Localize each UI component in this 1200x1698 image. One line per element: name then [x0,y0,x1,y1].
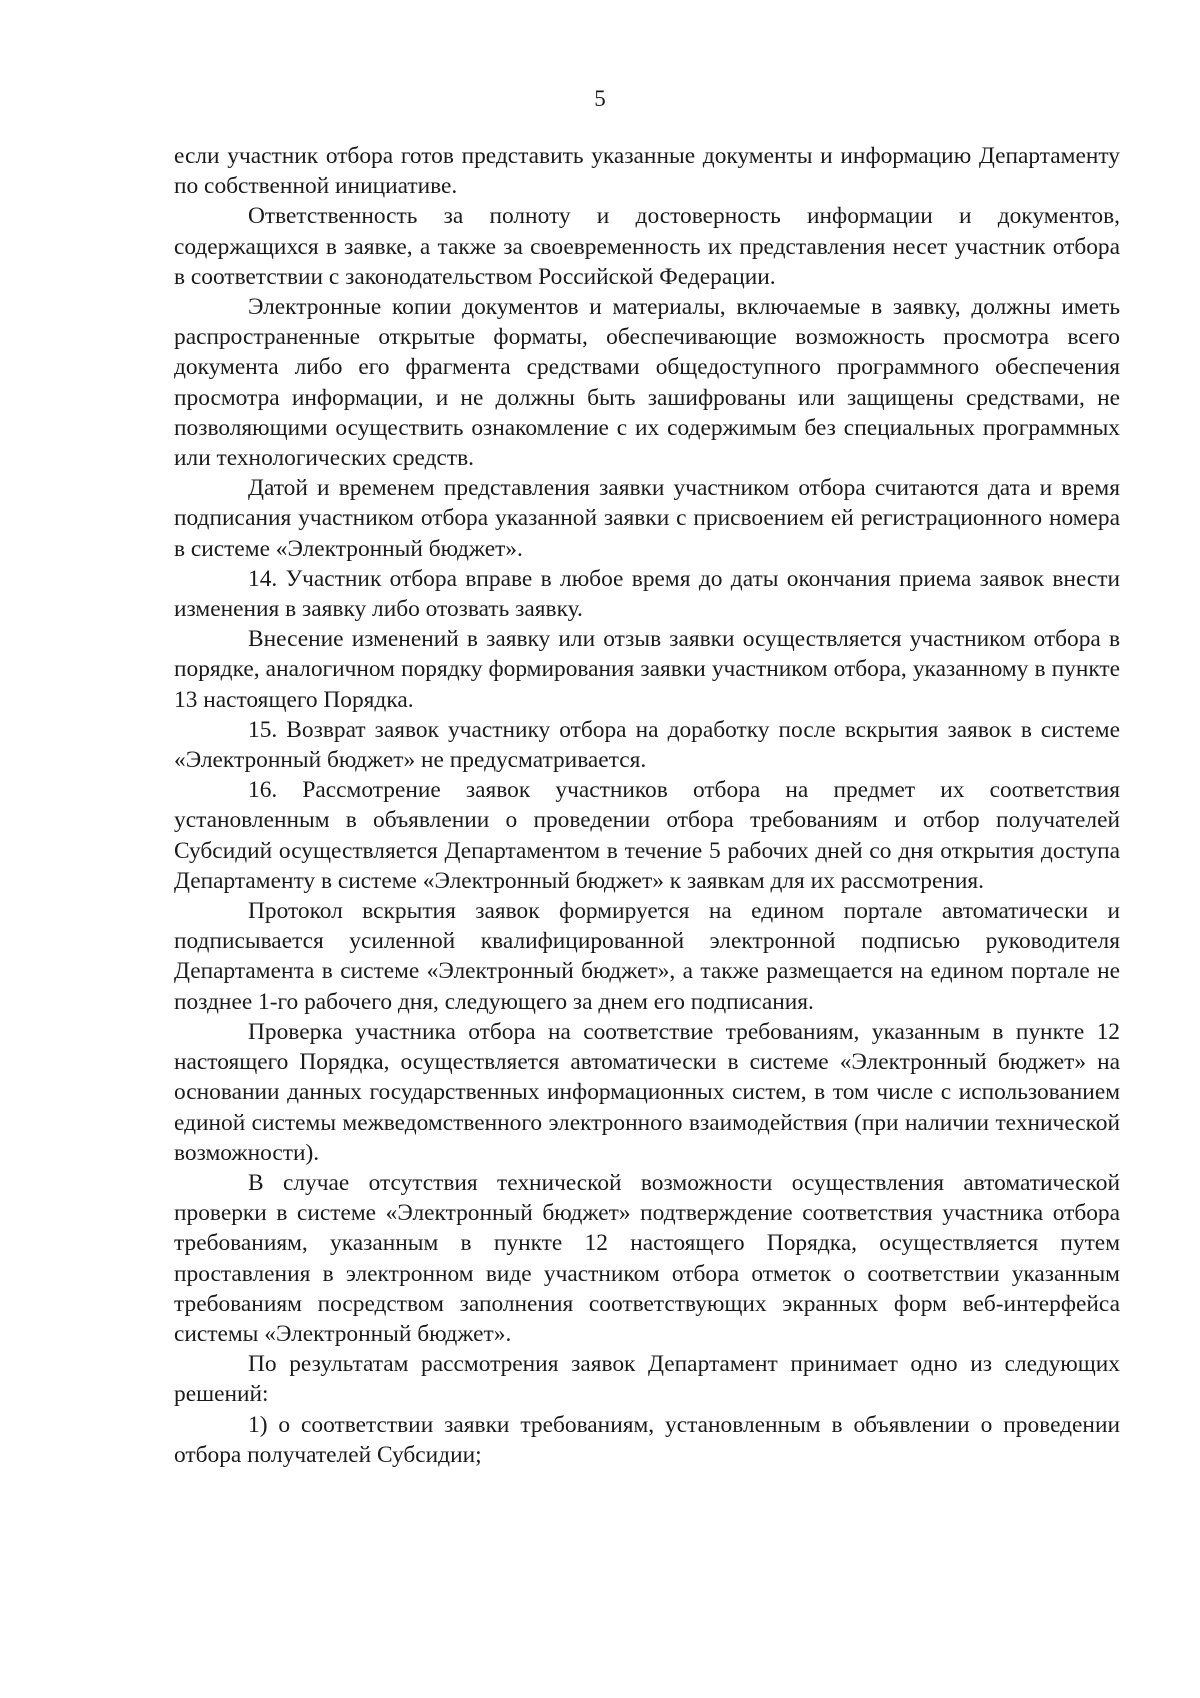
page-number: 5 [594,86,606,111]
paragraph-13: 1) о соответствии заявки требованиям, установленным в объявлении о проведении отбора получателей Субсидии; [174,1411,1120,1468]
paragraph-1: если участник отбора готов представить указанные документы и информацию Департаменту по собственной инициативе. [174,143,1120,200]
paragraph-9: Протокол вскрытия заявок формируется на едином портале автоматически и подписывается усиленной квалифицированной электронной подписью руководителя Департамента в системе «Электронный бюджет», а также размещается на едином портале не позднее 1-го рабочего дня, следующего за днем его подписания. [174,898,1120,1015]
paragraph-2: Ответственность за полноту и достоверность информации и документов, содержащихся в заявке, а также за своевременность их представления несет участник отбора в соответствии с законодательством Российской Федерации. [174,203,1120,290]
paragraph-8: 16. Рассмотрение заявок участников отбора на предмет их соответствия установленным в объявлении о проведении отбора требованиям и отбор получателей Субсидий осуществляется Департаментом в течение 5 рабочих дней со дня открытия доступа Департаменту в системе «Электронный бюджет» к заявкам для их рассмотрения. [174,777,1120,894]
paragraph-4: Датой и временем представления заявки участником отбора считаются дата и время подписания участником отбора указанной заявки с присвоением ей регистрационного номера в системе «Электронный бюджет». [174,475,1120,562]
paragraph-5: 14. Участник отбора вправе в любое время до даты окончания приема заявок внести изменения в заявку либо отозвать заявку. [174,565,1120,623]
paragraph-11: В случае отсутствия технической возможности осуществления автоматической проверки в системе «Электронный бюджет» подтверждение соответствия участника отбора требованиям, указанным в пункте 12 настоящего Порядка, осуществляется путем проставления в электронном виде участником отбора отметок о соответствии указанным требованиям посредством заполнения соответствующих экранных форм веб-интерфейса системы «Электронный бюджет». [174,1169,1120,1347]
paragraph-7: 15. Возврат заявок участнику отбора на доработку после вскрытия заявок в системе «Электронный бюджет» не предусматривается. [174,716,1120,774]
paragraph-10: Проверка участника отбора на соответствие требованиям, указанным в пункте 12 настоящего Порядка, осуществляется автоматически в системе «Электронный бюджет» на основании данных государственных информационных систем, в том числе с использованием единой системы межведомственного электронного взаимодействия (при наличии технической возможности). [174,1018,1120,1166]
paragraph-6: Внесение изменений в заявку или отзыв заявки осуществляется участником отбора в порядке, аналогичном порядку формирования заявки участником отбора, указанному в пункте 13 настоящего Порядка. [174,626,1120,713]
paragraph-12: По результатам рассмотрения заявок Департамент принимает одно из следующих решений: [174,1351,1120,1408]
paragraph-3: Электронные копии документов и материалы, включаемые в заявку, должны иметь распространенные открытые форматы, обеспечивающие возможность просмотра всего документа либо его фрагмента средствами общедоступного программного обеспечения просмотра информации, и не должны быть зашифрованы или защищены средствами, не позволяющими осуществить ознакомление с их содержимым без специальных программных или технологических средств. [174,294,1120,472]
document-body [174,141,1120,1470]
